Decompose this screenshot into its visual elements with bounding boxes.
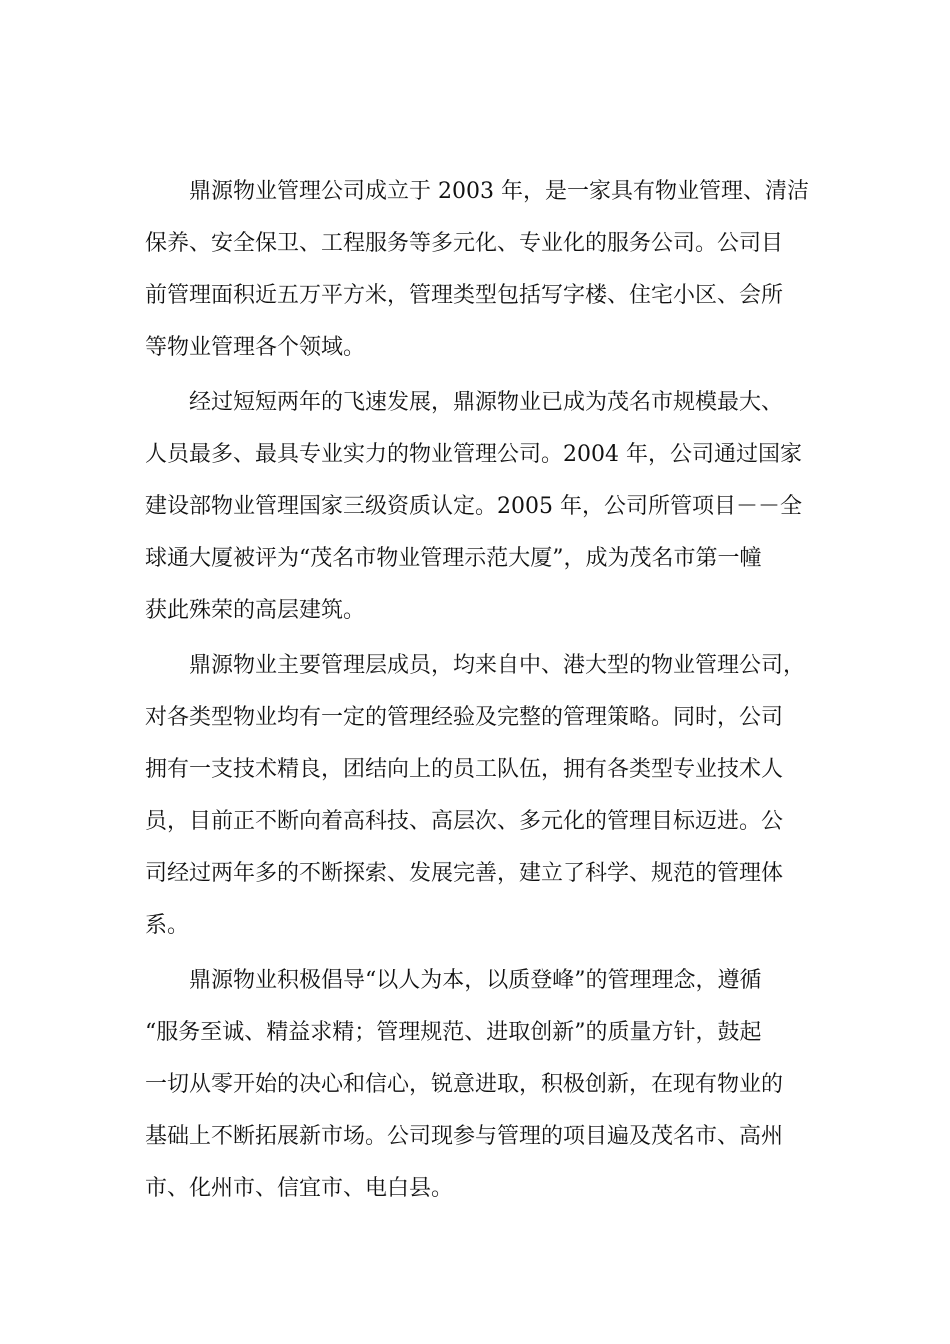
paragraph-4 — [145, 955, 820, 1215]
text-line: “服务至诚、精益求精；管理规范、进取创新”的质量方针，鼓起 — [145, 1020, 762, 1045]
text-line: 一切从零开始的决心和信心，锐意进取，积极创新，在现有物业的 — [145, 1072, 784, 1097]
text-line: 保养、安全保卫、工程服务等多元化、专业化的服务公司。公司目 — [145, 231, 784, 256]
text-line: 球通大厦被评为“茂名市物业管理示范大厦”，成为茂名市第一幢 — [145, 546, 762, 571]
text-line: 鼎源物业积极倡导“以人为本，以质登峰”的管理理念，遵循 — [189, 968, 762, 993]
text-line: 经过短短两年的飞速发展，鼎源物业已成为茂名市规模最大、 — [189, 390, 784, 415]
text-line: 鼎源物业主要管理层成员，均来自中、港大型的物业管理公司， — [189, 653, 806, 678]
body-text — [145, 166, 820, 1215]
text-line: 司经过两年多的不断探索、发展完善，建立了科学、规范的管理体 — [145, 861, 784, 886]
text-line: 前管理面积近五万平方米，管理类型包括写字楼、住宅小区、会所 — [145, 283, 784, 308]
paragraph-3 — [145, 640, 820, 952]
paragraph-1 — [145, 166, 820, 374]
text-line: 拥有一支技术精良，团结向上的员工队伍，拥有各类型专业技术人 — [145, 757, 784, 782]
paragraph-2 — [145, 377, 820, 637]
text-line: 对各类型物业均有一定的管理经验及完整的管理策略。同时，公司 — [145, 705, 784, 730]
text-line: 等物业管理各个领域。 — [145, 335, 366, 360]
text-line: 系。 — [145, 913, 190, 938]
text-line: 建设部物业管理国家三级资质认定。2005 年，公司所管项目－－全 — [145, 494, 802, 519]
text-line: 人员最多、最具专业实力的物业管理公司。2004 年，公司通过国家 — [145, 442, 802, 467]
text-line: 鼎源物业管理公司成立于 2003 年，是一家具有物业管理、清洁 — [189, 179, 809, 204]
text-line: 基础上不断拓展新市场。公司现参与管理的项目遍及茂名市、高州 — [145, 1124, 784, 1149]
text-line: 市、化州市、信宜市、电白县。 — [145, 1176, 454, 1201]
text-line: 员，目前正不断向着高科技、高层次、多元化的管理目标迈进。公 — [145, 809, 784, 834]
text-line: 获此殊荣的高层建筑。 — [145, 598, 366, 623]
